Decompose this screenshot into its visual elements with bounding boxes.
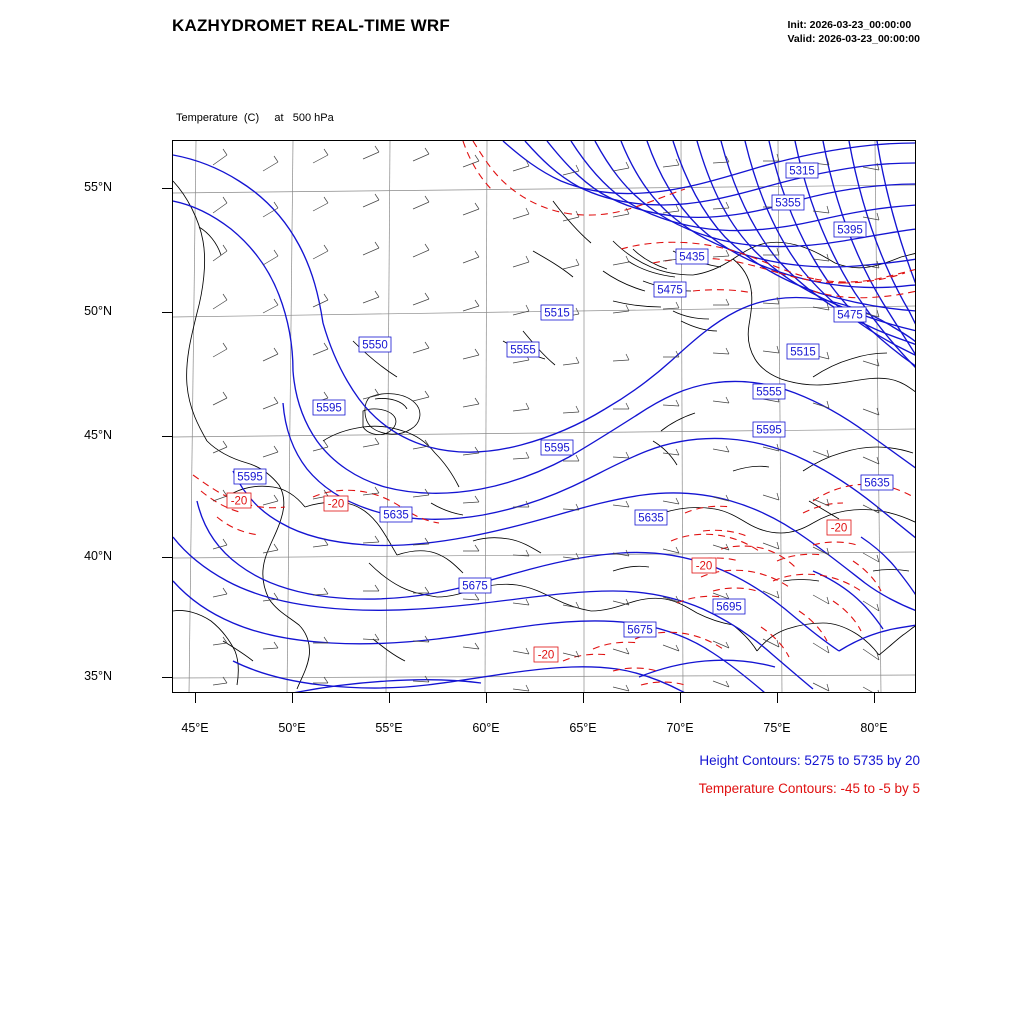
contour-label-5475b (834, 307, 866, 322)
contour-label-5595d (234, 469, 266, 484)
svg-text:5435: 5435 (679, 251, 705, 264)
x-tick-label-55E: 55°E (375, 721, 403, 735)
y-tick-label-55N: 55°N (84, 180, 112, 194)
svg-text:-20: -20 (230, 495, 248, 508)
x-tick-label-80E: 80°E (860, 721, 888, 735)
temp-label-e (534, 647, 558, 662)
x-tick-label-70E: 70°E (666, 721, 694, 735)
svg-text:5595: 5595 (316, 402, 342, 415)
y-tick-mark (162, 677, 172, 678)
y-tick-label-50N: 50°N (84, 304, 112, 318)
x-tick-mark (195, 693, 196, 703)
contour-label-5555b (753, 384, 785, 399)
contour-label-5635a (861, 475, 893, 490)
svg-text:-20: -20 (537, 649, 555, 662)
legend-height-contours: Height Contours: 5275 to 5735 by 20 (699, 753, 920, 768)
svg-text:5515: 5515 (544, 307, 570, 320)
contour-label-5515a (541, 305, 573, 320)
svg-text:5355: 5355 (775, 197, 801, 210)
svg-text:5550: 5550 (362, 339, 388, 352)
temp-label-c (827, 520, 851, 535)
contour-label-5395 (834, 222, 866, 237)
x-tick-mark (874, 693, 875, 703)
variable-temperature: Temperature (C) at 500 hPa (176, 112, 334, 124)
temp-label-b (324, 496, 348, 511)
contour-label-5635b (380, 507, 412, 522)
map-canvas (173, 141, 916, 693)
y-tick-mark (162, 312, 172, 313)
y-tick-label-45N: 45°N (84, 428, 112, 442)
svg-text:5395: 5395 (837, 224, 863, 237)
x-tick-label-65E: 65°E (569, 721, 597, 735)
init-time: Init: 2026-03-23_00:00:00 (787, 19, 912, 31)
svg-text:5675: 5675 (462, 580, 488, 593)
run-info (787, 18, 920, 46)
y-tick-label-35N: 35°N (84, 669, 112, 683)
contour-label-5595b (753, 422, 785, 437)
y-tick-label-40N: 40°N (84, 549, 112, 563)
svg-text:5635: 5635 (864, 477, 890, 490)
map-plot-area[interactable] (172, 140, 916, 693)
svg-text:5595: 5595 (544, 442, 570, 455)
svg-text:5635: 5635 (638, 512, 664, 525)
contour-label-5595a (313, 400, 345, 415)
legend-temperature-contours: Temperature Contours: -45 to -5 by 5 (698, 781, 920, 796)
x-tick-mark (583, 693, 584, 703)
x-tick-label-50E: 50°E (278, 721, 306, 735)
x-tick-label-60E: 60°E (472, 721, 500, 735)
x-tick-label-75E: 75°E (763, 721, 791, 735)
y-tick-mark (162, 557, 172, 558)
contour-label-5315 (786, 163, 818, 178)
temperature-contour-labels (227, 493, 851, 662)
x-tick-mark (777, 693, 778, 703)
x-tick-mark (292, 693, 293, 703)
contour-label-5595c (541, 440, 573, 455)
contour-label-5435 (676, 249, 708, 264)
svg-text:5595: 5595 (237, 471, 263, 484)
svg-text:-20: -20 (695, 560, 713, 573)
height-contours (173, 141, 916, 693)
lakes (199, 227, 420, 435)
valid-time: Valid: 2026-03-23_00:00:00 (787, 33, 920, 45)
svg-text:5555: 5555 (756, 386, 782, 399)
x-tick-mark (680, 693, 681, 703)
contour-label-5550 (359, 337, 391, 352)
svg-text:-20: -20 (327, 498, 345, 511)
page-title: KAZHYDROMET REAL-TIME WRF (172, 16, 450, 35)
contour-label-5675b (624, 622, 656, 637)
x-tick-label-45E: 45°E (181, 721, 209, 735)
temp-label-a (227, 493, 251, 508)
svg-text:-20: -20 (830, 522, 848, 535)
svg-text:5695: 5695 (716, 601, 742, 614)
contour-label-5555a (507, 342, 539, 357)
contour-label-5515b (787, 344, 819, 359)
svg-text:5315: 5315 (789, 165, 815, 178)
contour-label-5355 (772, 195, 804, 210)
contour-label-5675a (459, 578, 491, 593)
x-tick-mark (486, 693, 487, 703)
coastlines-and-borders (173, 181, 916, 689)
svg-text:5475: 5475 (837, 309, 863, 322)
svg-text:5475: 5475 (657, 284, 683, 297)
contour-label-5695 (713, 599, 745, 614)
x-tick-mark (389, 693, 390, 703)
svg-text:5675: 5675 (627, 624, 653, 637)
svg-text:5635: 5635 (383, 509, 409, 522)
contour-label-5475a (654, 282, 686, 297)
temp-label-d (692, 558, 716, 573)
y-tick-mark (162, 188, 172, 189)
svg-text:5595: 5595 (756, 424, 782, 437)
y-tick-mark (162, 436, 172, 437)
contour-label-5635c (635, 510, 667, 525)
svg-text:5515: 5515 (790, 346, 816, 359)
svg-text:5555: 5555 (510, 344, 536, 357)
